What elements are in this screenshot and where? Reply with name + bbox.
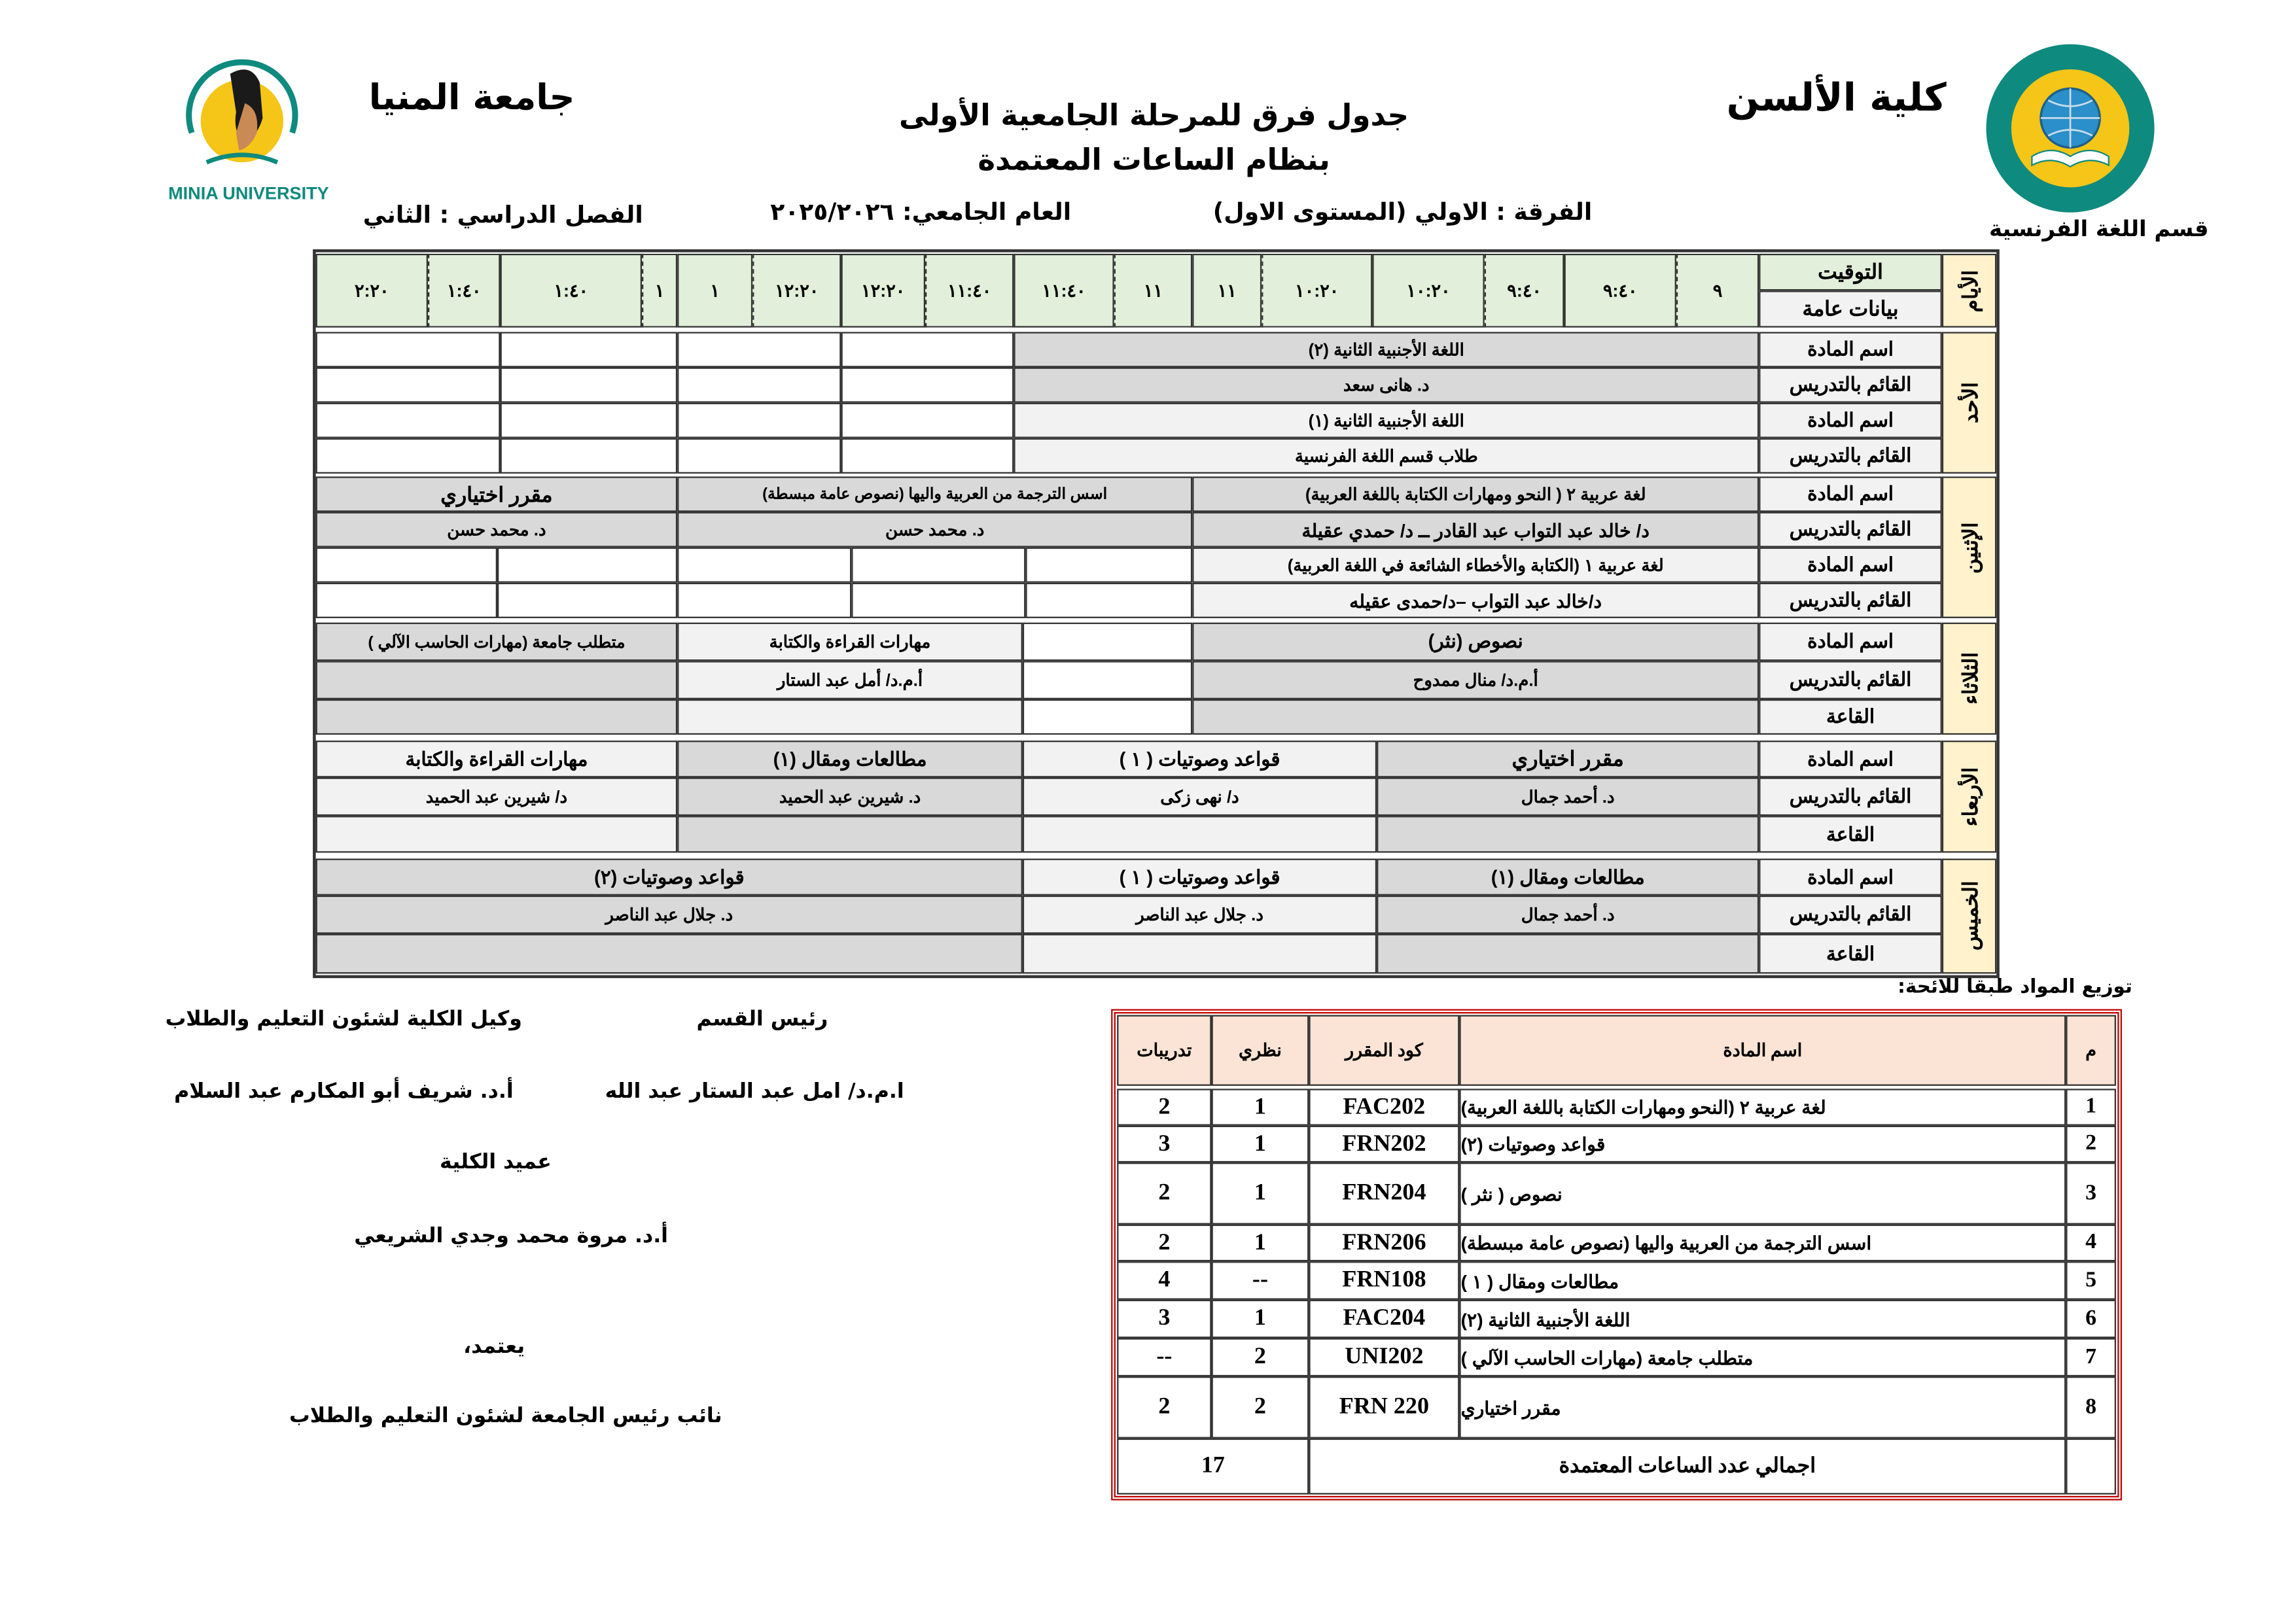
empty-cell (1023, 661, 1192, 699)
empty-cell (1023, 623, 1192, 661)
header-no: م (2066, 1015, 2116, 1086)
room-cell (1023, 934, 1377, 974)
time-slot-header: ١٢:٢٠ (752, 254, 841, 328)
time-slot-header: ١٠:٢٠ (1372, 254, 1484, 328)
subject-label-cell: اسم المادة (1759, 403, 1942, 438)
row-subject: مقرر اختياري (1459, 1376, 2066, 1439)
teacher-label-cell: القائم بالتدريس (1759, 777, 1942, 816)
row-theory: 2 (1212, 1376, 1309, 1439)
row-subject: لغة عربية ٢ (النحو ومهارات الكتابة باللغة العربية) (1459, 1089, 2066, 1125)
empty-cell (501, 332, 678, 367)
total-empty-cell (2066, 1439, 2116, 1495)
time-slot-header: ١١ (1114, 254, 1193, 328)
day-tuesday (1942, 623, 1996, 735)
total-value: 17 (1117, 1439, 1309, 1495)
empty-cell (501, 368, 678, 403)
empty-cell (501, 403, 678, 438)
subject-cell: مهارات القراءة والكتابة (677, 623, 1023, 661)
room-cell (316, 934, 1023, 974)
dean-title: عميد الكلية (440, 1151, 552, 1175)
day-wednesday (1942, 741, 1996, 852)
empty-cell (841, 332, 1014, 367)
time-slot-header: ٢:٢٠ (316, 254, 428, 328)
vice-dean-title: وكيل الكلية لشئون التعليم والطلاب (165, 1007, 522, 1032)
empty-cell (316, 332, 501, 367)
header-subject: اسم المادة (1459, 1015, 2066, 1086)
teacher-cell (316, 661, 678, 699)
subject-cell: لغة عربية ١ (الكتابة والأخطاء الشائعة في اللغة العربية) (1192, 548, 1759, 583)
teacher-cell: د. جلال عبد الناصر (316, 896, 1023, 934)
row-practical: -- (1117, 1338, 1211, 1376)
row-practical: 4 (1117, 1261, 1211, 1300)
row-code: FRN108 (1309, 1261, 1459, 1300)
room-cell (677, 816, 1023, 852)
row-theory: 1 (1212, 1162, 1309, 1225)
day-label: الإثنين (1957, 521, 1981, 574)
approval-label: يعتمد، (463, 1335, 525, 1359)
row-theory: 1 (1212, 1126, 1309, 1162)
subject-cell: مهارات القراءة والكتابة (316, 741, 678, 777)
time-slot-header: ١١:٤٠ (925, 254, 1014, 328)
dean-name: أ.د. مروة محمد وجدي الشريعي (354, 1224, 669, 1248)
header-theory: نظري (1212, 1015, 1309, 1086)
row-practical: 2 (1117, 1376, 1211, 1439)
time-slot-header: ١:٤٠ (428, 254, 501, 328)
row-number: 8 (2066, 1376, 2116, 1439)
days-header-cell (1942, 254, 1996, 328)
subject-cell: قواعد وصوتيات ( ١ ) (1023, 859, 1377, 896)
academic-year: العام الجامعي: ٢٠٢٥/٢٠٢٦ (770, 198, 1072, 226)
empty-cell (677, 403, 841, 438)
subject-cell: اللغة الأجنبية الثانية (٢) (1014, 332, 1759, 367)
empty-cell (841, 368, 1014, 403)
empty-cell (497, 548, 677, 583)
department-name: قسم اللغة الفرنسية (1989, 215, 2209, 242)
teacher-cell: د/خالد عبد التواب –د/حمدى عقيله (1192, 583, 1759, 618)
row-code: FAC204 (1309, 1300, 1459, 1338)
semester: الفصل الدراسي : الثاني (362, 200, 643, 229)
teacher-cell: د. أحمد جمال (1377, 777, 1759, 816)
empty-cell (1025, 548, 1192, 583)
empty-cell (841, 438, 1014, 474)
college-name: كلية الألسن (1726, 77, 1947, 121)
day-label: الخميس (1957, 881, 1981, 951)
empty-cell (851, 548, 1025, 583)
general-data-label-cell: بيانات عامة (1759, 290, 1942, 327)
row-subject: نصوص ( نثر ) (1459, 1162, 2066, 1225)
time-slot-header: ١٠:٢٠ (1262, 254, 1372, 328)
row-code: FRN 220 (1309, 1376, 1459, 1439)
header-practical: تدريبات (1117, 1015, 1211, 1086)
teacher-cell: طلاب قسم اللغة الفرنسية (1014, 438, 1759, 474)
room-label-cell: القاعة (1759, 816, 1942, 852)
teacher-label-cell: القائم بالتدريس (1759, 661, 1942, 699)
teacher-label-cell: القائم بالتدريس (1759, 583, 1942, 618)
row-code: FRN204 (1309, 1162, 1459, 1225)
time-slot-header: ١١:٤٠ (1014, 254, 1114, 328)
time-slot-header: ١ (677, 254, 752, 328)
subject-label-cell: اسم المادة (1759, 741, 1942, 777)
empty-cell (677, 368, 841, 403)
subject-label-cell: اسم المادة (1759, 548, 1942, 583)
time-slot-header: ١١ (1192, 254, 1262, 328)
vice-dean-name: أ.د. شريف أبو المكارم عبد السلام (174, 1079, 514, 1104)
teacher-cell: د. أحمد جمال (1377, 896, 1759, 934)
row-theory: 1 (1212, 1225, 1309, 1261)
empty-cell (677, 548, 851, 583)
university-logo-text: MINIA UNIVERSITY (168, 183, 329, 204)
title-line2: بنظام الساعات المعتمدة (978, 141, 1330, 177)
day-label: الأربعاء (1957, 767, 1981, 827)
row-theory: 1 (1212, 1300, 1309, 1338)
empty-cell (841, 403, 1014, 438)
day-thursday (1942, 859, 1996, 974)
subject-cell: نصوص (نثر) (1192, 623, 1759, 661)
room-label-cell: القاعة (1759, 934, 1942, 974)
subject-label-cell: اسم المادة (1759, 859, 1942, 896)
row-code: FRN202 (1309, 1126, 1459, 1162)
room-cell (1377, 934, 1759, 974)
time-slot-header: ١ (642, 254, 677, 328)
subject-cell: لغة عربية ٢ ( النحو ومهارات الكتابة باللغة العربية) (1192, 476, 1759, 512)
head-of-department-name: ا.م.د/ امل عبد الستار عبد الله (605, 1079, 904, 1104)
head-of-department-title: رئيس القسم (696, 1007, 828, 1032)
row-code: UNI202 (1309, 1338, 1459, 1376)
subject-cell: متطلب جامعة (مهارات الحاسب الآلي ) (316, 623, 678, 661)
row-practical: 2 (1117, 1089, 1211, 1125)
empty-cell (316, 583, 497, 618)
teacher-label-cell: القائم بالتدريس (1759, 512, 1942, 548)
row-code: FRN206 (1309, 1225, 1459, 1261)
time-slot-header: ٩ (1676, 254, 1759, 328)
empty-cell (1023, 699, 1192, 735)
teacher-cell: أ.م.د/ منال ممدوح (1192, 661, 1759, 699)
row-practical: 2 (1117, 1225, 1211, 1261)
subject-cell: مقرر اختياري (316, 476, 678, 512)
teacher-cell: د/ نهى زكى (1023, 777, 1377, 816)
empty-cell (851, 583, 1025, 618)
teacher-cell: د. محمد حسن (316, 512, 678, 548)
subject-cell: قواعد وصوتيات ( ١ ) (1023, 741, 1377, 777)
empty-cell (1025, 583, 1192, 618)
level-info: الفرقة : الاولي (المستوى الاول) (1212, 198, 1593, 226)
title-line1: جدول فرق للمرحلة الجامعية الأولى (899, 97, 1409, 133)
row-subject: مطالعات ومقال ( ١ ) (1459, 1261, 2066, 1300)
time-slot-header: ٩:٤٠ (1485, 254, 1564, 328)
teacher-label-cell: القائم بالتدريس (1759, 896, 1942, 934)
empty-cell (677, 332, 841, 367)
row-subject: اللغة الأجنبية الثانية (٢) (1459, 1300, 2066, 1338)
header-code: كود المقرر (1309, 1015, 1459, 1086)
day-monday (1942, 476, 1996, 618)
empty-cell (677, 438, 841, 474)
subject-label-cell: اسم المادة (1759, 476, 1942, 512)
teacher-label-cell: القائم بالتدريس (1759, 368, 1942, 403)
row-practical: 2 (1117, 1162, 1211, 1225)
empty-cell (316, 368, 501, 403)
row-theory: 2 (1212, 1338, 1309, 1376)
empty-cell (316, 548, 497, 583)
row-theory: -- (1212, 1261, 1309, 1300)
room-cell (677, 699, 1023, 735)
subject-cell: قواعد وصوتيات (٢) (316, 859, 1023, 896)
row-subject: اسس الترجمة من العربية واليها (نصوص عامة مبسطة) (1459, 1225, 2066, 1261)
empty-cell (497, 583, 677, 618)
room-cell (316, 816, 678, 852)
room-cell (1023, 816, 1377, 852)
room-cell (1192, 699, 1759, 735)
row-subject: متطلب جامعة (مهارات الحاسب الآلي ) (1459, 1338, 2066, 1376)
subject-cell: مطالعات ومقال (١) (1377, 859, 1759, 896)
teacher-cell: د. هانى سعد (1014, 368, 1759, 403)
time-slot-header: ٩:٤٠ (1564, 254, 1676, 328)
subject-cell: اسس الترجمة من العربية واليها (نصوص عامة مبسطة) (677, 476, 1192, 512)
teacher-cell: د. شيرين عبد الحميد (677, 777, 1023, 816)
timing-label-cell: التوقيت (1759, 254, 1942, 290)
teacher-cell: د. محمد حسن (677, 512, 1192, 548)
row-number: 6 (2066, 1300, 2116, 1338)
row-number: 7 (2066, 1338, 2116, 1376)
total-label: اجمالي عدد الساعات المعتمدة (1309, 1439, 2066, 1495)
subject-cell: مطالعات ومقال (١) (677, 741, 1023, 777)
subject-label-cell: اسم المادة (1759, 623, 1942, 661)
day-label: الثلاثاء (1957, 652, 1981, 705)
time-slot-header: ١:٤٠ (501, 254, 642, 328)
subject-label-cell: اسم المادة (1759, 332, 1942, 367)
row-number: 1 (2066, 1089, 2116, 1125)
teacher-cell: د. جلال عبد الناصر (1023, 896, 1377, 934)
subject-cell: مقرر اختياري (1377, 741, 1759, 777)
university-name: جامعة المنيا (368, 77, 575, 118)
row-subject: قواعد وصوتيات (٢) (1459, 1126, 2066, 1162)
distribution-caption: توزيع المواد طبقا للائحة: (1898, 976, 2132, 999)
empty-cell (501, 438, 678, 474)
day-label: الأيام (1957, 269, 1981, 312)
row-number: 2 (2066, 1126, 2116, 1162)
row-practical: 3 (1117, 1126, 1211, 1162)
subject-cell: اللغة الأجنبية الثانية (١) (1014, 403, 1759, 438)
day-label: الأحد (1957, 382, 1981, 424)
room-cell (316, 699, 678, 735)
room-label-cell: القاعة (1759, 699, 1942, 735)
empty-cell (316, 403, 501, 438)
empty-cell (677, 583, 851, 618)
vice-president-title: نائب رئيس الجامعة لشئون التعليم والطلاب (289, 1404, 722, 1429)
row-number: 3 (2066, 1162, 2116, 1225)
time-slot-header: ١٢:٢٠ (841, 254, 925, 328)
teacher-cell: د/ شيرين عبد الحميد (316, 777, 678, 816)
row-number: 5 (2066, 1261, 2116, 1300)
teacher-label-cell: القائم بالتدريس (1759, 438, 1942, 474)
room-cell (1377, 816, 1759, 852)
row-number: 4 (2066, 1225, 2116, 1261)
row-code: FAC202 (1309, 1089, 1459, 1125)
empty-cell (316, 438, 501, 474)
teacher-cell: أ.م.د/ أمل عبد الستار (677, 661, 1023, 699)
day-sunday (1942, 332, 1996, 473)
row-practical: 3 (1117, 1300, 1211, 1338)
teacher-cell: د/ خالد عبد التواب عبد القادر ــ د/ حمدي عقيلة (1192, 512, 1759, 548)
row-theory: 1 (1212, 1089, 1309, 1125)
